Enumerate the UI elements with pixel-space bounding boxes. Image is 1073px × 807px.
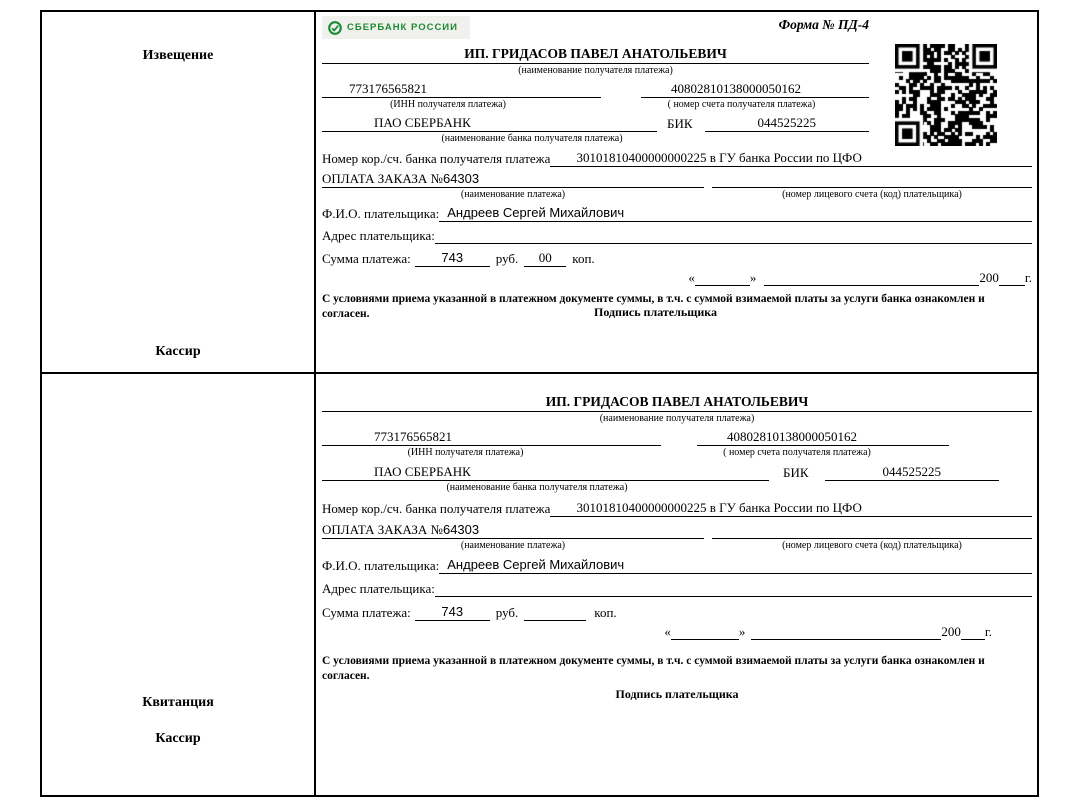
- payer-name-label: Ф.И.О. плательщика:: [322, 206, 440, 221]
- corr-account-value: 30101810400000000225 в ГУ банка России по ЦФО: [550, 149, 1032, 167]
- account-value: 40802810138000050162: [697, 428, 949, 446]
- signature-label: Подпись плательщика: [594, 305, 717, 319]
- signature-label: Подпись плательщика: [615, 687, 739, 701]
- rub-label: руб.: [495, 605, 519, 620]
- terms-text: С условиями приема указанной в платежном документе суммы, в т.ч. с суммой взимаемой платы за услуги банка ознакомлен и согласен.: [322, 655, 985, 682]
- bank-caption: (наименование банка получателя платежа): [441, 133, 623, 144]
- date-day-line: [695, 285, 750, 286]
- bik-label: БИК: [667, 116, 693, 131]
- kop-label: коп.: [572, 251, 595, 266]
- quote-close: »: [749, 270, 757, 285]
- bik-label: БИК: [783, 465, 809, 480]
- payer-address-label: Адрес плательщика:: [322, 228, 435, 243]
- payer-address-label: Адрес плательщика:: [322, 581, 435, 596]
- notice-terms: [322, 292, 1032, 322]
- receipt-body: [316, 374, 1037, 795]
- payee-name: ИП. ГРИДАСОВ ПАВЕЛ АНАТОЛЬЕВИЧ: [322, 44, 869, 64]
- account-caption: ( номер счета получателя платежа): [667, 99, 816, 110]
- amount-kop-value: [524, 620, 586, 621]
- bank-name: ПАО СБЕРБАНК: [322, 463, 769, 481]
- amount-label: Сумма платежа:: [322, 605, 411, 620]
- inn-caption: (ИНН получателя платежа): [407, 447, 524, 458]
- account-caption: ( номер счета получателя платежа): [723, 447, 871, 458]
- order-number: 64303: [442, 522, 480, 537]
- payee-caption: (наименование получателя платежа): [518, 65, 673, 76]
- year-line: [961, 639, 985, 640]
- notice-left-cell: [42, 12, 316, 372]
- sberbank-logo: [322, 16, 470, 39]
- rub-label: руб.: [495, 251, 519, 266]
- pd4-form: [40, 10, 1039, 797]
- bik-value: 044525225: [825, 463, 999, 481]
- year-suffix: г.: [1024, 270, 1032, 285]
- sberbank-logo-text: СБЕРБАНК РОССИИ: [347, 22, 458, 33]
- notice-body: [316, 12, 1037, 372]
- payer-name-value: Андреев Сергей Михайлович: [439, 204, 1032, 222]
- amount-rub-value: 743: [415, 249, 490, 267]
- notice-label: Извещение: [142, 48, 214, 63]
- year-line: [999, 285, 1025, 286]
- receipt-section: [42, 374, 1037, 795]
- bik-value: 044525225: [705, 114, 869, 132]
- quote-close: »: [738, 624, 746, 639]
- inn-value: 773176565821: [322, 80, 601, 98]
- order-number: 64303: [442, 171, 480, 186]
- form-number: Форма № ПД-4: [778, 17, 869, 32]
- inn-value: 773176565821: [322, 428, 661, 446]
- cashier-label-top: Кассир: [155, 344, 201, 359]
- date-day-line: [671, 639, 739, 640]
- payer-name-value: Андреев Сергей Михайлович: [439, 556, 1032, 574]
- notice-section: [42, 12, 1037, 374]
- qr-code: [895, 44, 997, 146]
- payer-address-line: [435, 596, 1032, 597]
- payment-caption: (наименование платежа): [460, 540, 566, 551]
- receipt-label: Квитанция: [142, 695, 214, 710]
- corr-account-label: Номер кор./сч. банка получателя платежа: [322, 151, 551, 166]
- year-suffix: г.: [984, 624, 992, 639]
- payment-name: [322, 170, 704, 188]
- inn-caption: (ИНН получателя платежа): [390, 99, 506, 110]
- amount-rub-value: 743: [415, 603, 490, 621]
- payee-caption: (наименование получателя платежа): [599, 413, 755, 424]
- cashier-label-bottom: Кассир: [155, 731, 201, 746]
- year-prefix: 200: [941, 624, 961, 639]
- bank-name: ПАО СБЕРБАНК: [322, 114, 657, 132]
- account-value: 40802810138000050162: [641, 80, 869, 98]
- kop-label: коп.: [594, 605, 617, 620]
- payment-name: [322, 521, 704, 539]
- date-line: [322, 269, 1032, 286]
- corr-account-value: 30101810400000000225 в ГУ банка России по ЦФО: [550, 499, 1032, 517]
- payment-prefix: ОПЛАТА ЗАКАЗА №: [322, 522, 443, 537]
- payer-name-label: Ф.И.О. плательщика:: [322, 558, 440, 573]
- payment-prefix: ОПЛАТА ЗАКАЗА №: [322, 171, 443, 186]
- notice-header: [322, 16, 1032, 40]
- amount-label: Сумма платежа:: [322, 251, 411, 266]
- personal-account-caption: (номер лицевого счета (код) плательщика): [782, 189, 962, 200]
- payment-caption: (наименование платежа): [460, 189, 566, 200]
- personal-account-caption: (номер лицевого счета (код) плательщика): [782, 540, 962, 551]
- date-line: [322, 623, 992, 640]
- year-prefix: 200: [979, 270, 999, 285]
- receipt-left-cell: [42, 374, 316, 795]
- date-month-line: [751, 639, 941, 640]
- bank-caption: (наименование банка получателя платежа): [446, 482, 628, 493]
- terms-text: С условиями приема указанной в платежном документе суммы, в т.ч. с суммой взимаемой платы за услуги банка ознакомлен и согласен.: [322, 293, 985, 320]
- payee-name: ИП. ГРИДАСОВ ПАВЕЛ АНАТОЛЬЕВИЧ: [322, 392, 1032, 412]
- quote-open: «: [688, 270, 695, 285]
- date-month-line: [764, 285, 979, 286]
- quote-open: «: [664, 624, 671, 639]
- amount-kop-value: 00: [524, 249, 566, 267]
- payer-address-line: [435, 243, 1032, 244]
- sberbank-logo-icon: [328, 21, 342, 35]
- corr-account-label: Номер кор./сч. банка получателя платежа: [322, 501, 551, 516]
